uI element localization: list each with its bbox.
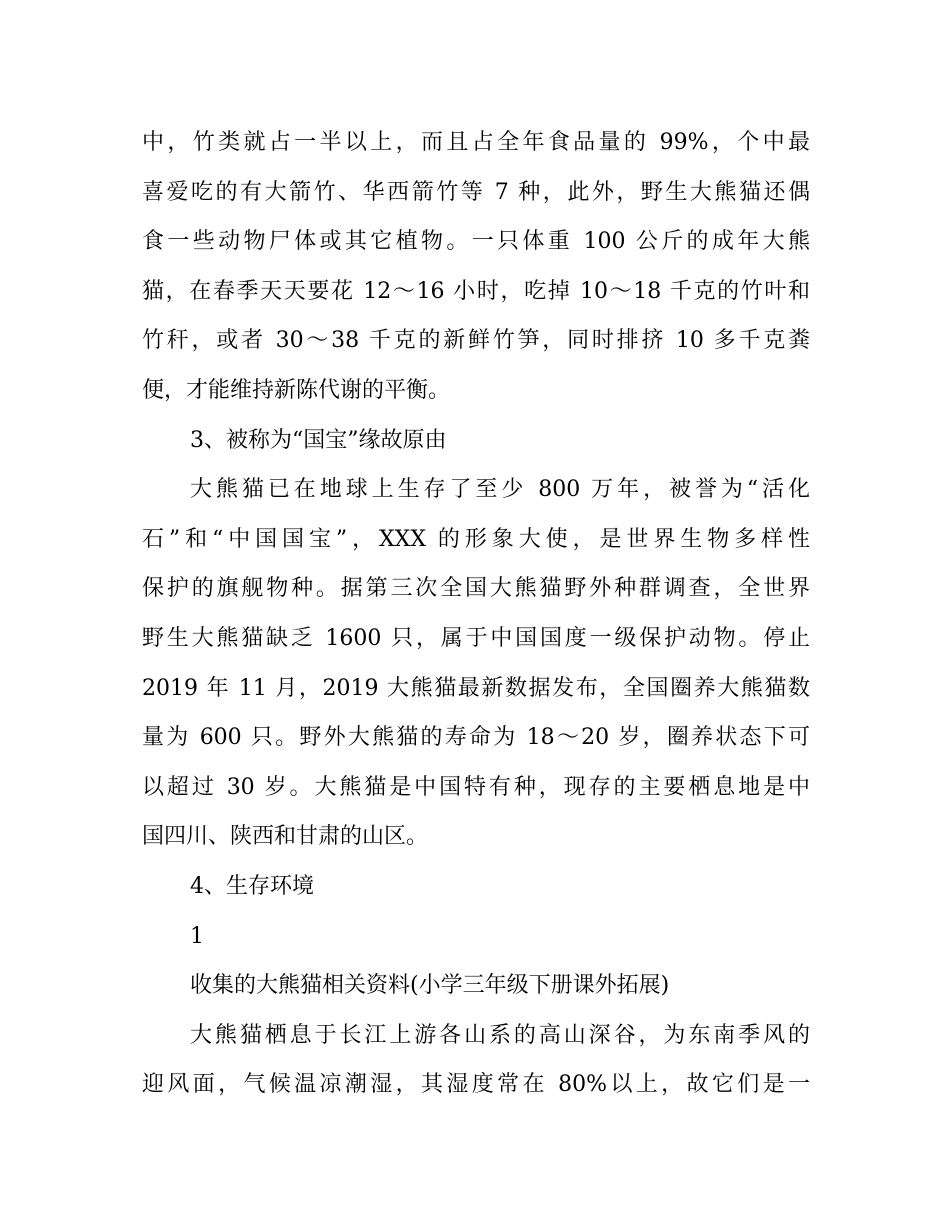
section-heading: 3、被称为“国宝”缘故原由 xyxy=(190,427,447,453)
text-line: 石”和“中国国宝”，XXX 的形象大使，是世界生物多样性 xyxy=(142,526,810,552)
document-title: 收集的大熊猫相关资料(小学三年级下册课外拓展) xyxy=(190,973,670,999)
text-line: 大熊猫栖息于长江上游各山系的高山深谷，为东南季风的 xyxy=(190,1022,810,1048)
text-line: 保护的旗舰物种。据第三次全国大熊猫野外种群调查，全世界 xyxy=(142,576,810,602)
text-line: 中，竹类就占一半以上，而且占全年食品量的 99%，个中最 xyxy=(142,130,810,155)
text-line: 迎风面，气候温凉潮湿，其湿度常在 80%以上，故它们是一 xyxy=(142,1072,810,1098)
text-line: 国四川、陕西和甘肃的山区。 xyxy=(142,824,429,850)
text-line: 2019 年 11 月，2019 大熊猫最新数据发布，全国圈养大熊猫数 xyxy=(142,675,810,701)
text-line: 猫，在春季天天要花 12～16 小时，吃掉 10～18 千克的竹叶和 xyxy=(142,278,810,304)
text-line: 以超过 30 岁。大熊猫是中国特有种，现存的主要栖息地是中 xyxy=(142,774,810,800)
text-line: 野生大熊猫缺乏 1600 只，属于中国国度一级保护动物。停止 xyxy=(142,625,810,651)
text-line: 竹秆，或者 30～38 千克的新鲜竹笋，同时排挤 10 多千克粪 xyxy=(142,328,810,354)
text-line: 喜爱吃的有大箭竹、华西箭竹等 7 种，此外，野生大熊猫还偶 xyxy=(142,179,810,205)
text-line: 便，才能维持新陈代谢的平衡。 xyxy=(142,377,451,403)
page-number: 1 xyxy=(190,923,204,949)
text-line: 量为 600 只。野外大熊猫的寿命为 18～20 岁，圈养状态下可 xyxy=(142,725,810,751)
document-body xyxy=(142,118,810,1110)
text-line: 大熊猫已在地球上生存了至少 800 万年，被誉为“活化 xyxy=(190,477,810,503)
section-heading: 4、生存环境 xyxy=(190,873,314,899)
text-line: 食一些动物尸体或其它植物。一只体重 100 公斤的成年大熊 xyxy=(142,229,810,255)
